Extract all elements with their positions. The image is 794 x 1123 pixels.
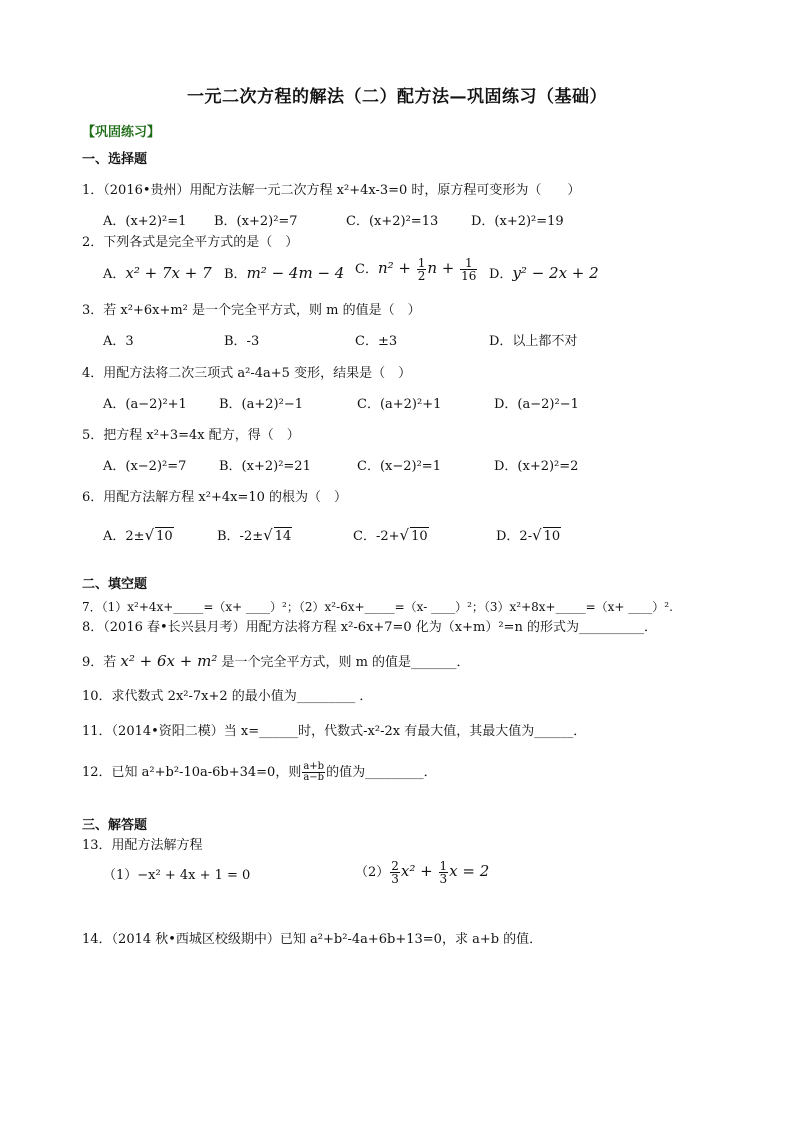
q6-option-b-radicand: 14 bbox=[274, 529, 292, 544]
fraction-denominator: a−b bbox=[303, 772, 325, 783]
q5-option-b: B．(x+2)²=21 bbox=[219, 459, 311, 474]
q6-option-b-label: B．-2± bbox=[217, 529, 264, 544]
q2-option-d-label: D． bbox=[489, 267, 513, 282]
q12-prefix: 12．已知 a²+b²-10a-6b+34=0，则 bbox=[82, 765, 302, 780]
q6-option-d-radicand: 10 bbox=[543, 529, 561, 544]
fraction-numerator: 1 bbox=[439, 859, 448, 873]
q13-part-2 bbox=[355, 860, 489, 885]
q1-option-d: D．(x+2)²=19 bbox=[471, 214, 564, 229]
section-fill-blank: 二、填空题 bbox=[82, 577, 148, 592]
q2-option-a-expr: x² + 7x + 7 bbox=[125, 264, 212, 282]
q6-option-d-label: D．2- bbox=[496, 529, 533, 544]
fraction-numerator: 2 bbox=[391, 859, 399, 873]
q2-option-d bbox=[489, 264, 599, 284]
fraction-denominator: 16 bbox=[461, 269, 477, 283]
fraction-denominator: 3 bbox=[439, 872, 448, 886]
q4-option-b: B．(a+2)²−1 bbox=[219, 397, 303, 412]
question-2-stem: 2．下列各式是完全平方式的是（ ） bbox=[82, 235, 299, 250]
question-11: 11．（2014•资阳二模）当 x=______时，代数式-x²-2x 有最大值，其最大值为______． bbox=[82, 724, 587, 739]
q6-option-c-radicand: 10 bbox=[411, 529, 428, 544]
sqrt-icon: √ bbox=[399, 526, 410, 544]
q1-option-a: A．(x+2)²=1 bbox=[103, 214, 187, 229]
question-7: 7．（1）x²+4x+_____=（x+ ____）²；（2）x²-6x+_____=（x- ____）²；（3）x²+8x+_____=（x+ ____）². bbox=[82, 600, 673, 614]
question-14: 14．（2014 秋•西城区校级期中）已知 a²+b²-4a+6b+13=0，求 a+b 的值． bbox=[82, 932, 543, 947]
sqrt-icon: √ bbox=[263, 526, 273, 544]
sqrt-icon: √ bbox=[144, 526, 155, 544]
q2-option-c-mid: n + bbox=[427, 259, 460, 277]
fraction-numerator: a+b bbox=[303, 761, 325, 772]
q2-option-c-pre: n² + bbox=[377, 259, 416, 277]
q6-option-a-radicand: 10 bbox=[156, 529, 173, 544]
q13-part-2-post: x = 2 bbox=[449, 862, 490, 880]
practice-tag: 【巩固练习】 bbox=[82, 125, 161, 140]
q12-fraction bbox=[302, 762, 325, 783]
q5-option-c: C．(x−2)²=1 bbox=[357, 459, 441, 474]
q13-part-1: （1）−x² + 4x + 1 = 0 bbox=[103, 868, 251, 883]
q2-option-a-label: A． bbox=[103, 267, 126, 282]
q9-expression: x² + 6x + m² bbox=[120, 652, 218, 670]
q6-option-c-label: C．-2+ bbox=[353, 529, 400, 544]
q2-option-a bbox=[103, 264, 212, 284]
question-1-stem: 1．（2016•贵州）用配方法解一元二次方程 x²+4x-3=0 时，原方程可变形为（ ） bbox=[82, 183, 581, 198]
q6-option-b bbox=[217, 526, 292, 546]
q3-option-c: C．±3 bbox=[355, 334, 398, 349]
fraction-denominator: 2 bbox=[417, 269, 426, 283]
q2-option-c-label: C． bbox=[355, 262, 378, 277]
q9-prefix: 9．若 bbox=[82, 655, 121, 670]
q2-option-b-label: B． bbox=[224, 267, 247, 282]
question-10: 10．求代数式 2x²-7x+2 的最小值为_________ ． bbox=[82, 689, 373, 704]
fraction-numerator: 1 bbox=[460, 257, 477, 270]
section-answer: 三、解答题 bbox=[82, 818, 148, 833]
question-9 bbox=[82, 652, 470, 672]
q4-option-a: A．(a−2)²+1 bbox=[103, 397, 187, 412]
fraction-numerator: 1 bbox=[417, 256, 426, 270]
q4-option-d: D．(a−2)²−1 bbox=[494, 397, 579, 412]
q2-option-c-fraction-1 bbox=[417, 257, 427, 282]
q2-option-c bbox=[355, 257, 478, 282]
q5-option-a: A．(x−2)²=7 bbox=[103, 459, 187, 474]
fraction-denominator: 3 bbox=[391, 872, 399, 886]
sqrt-icon: √ bbox=[532, 526, 542, 544]
q12-suffix: 的值为_________． bbox=[326, 765, 437, 780]
question-12 bbox=[82, 762, 437, 783]
question-4-stem: 4．用配方法将二次三项式 a²-4a+5 变形，结果是（ ） bbox=[82, 366, 412, 381]
q6-option-a-label: A．2± bbox=[103, 529, 145, 544]
q13-part-2-fraction-2 bbox=[439, 860, 449, 885]
q2-option-b bbox=[224, 264, 344, 284]
q6-option-c bbox=[353, 526, 429, 546]
q6-option-a bbox=[103, 526, 174, 546]
question-13-stem: 13．用配方法解方程 bbox=[82, 838, 203, 853]
question-6-stem: 6．用配方法解方程 x²+4x=10 的根为（ ） bbox=[82, 490, 348, 505]
q2-option-b-expr: m² − 4m − 4 bbox=[246, 264, 345, 282]
q2-option-c-fraction-2 bbox=[460, 257, 477, 282]
page-title: 一元二次方程的解法（二）配方法—巩固练习（基础） bbox=[187, 87, 607, 107]
question-5-stem: 5．把方程 x²+3=4x 配方，得（ ） bbox=[82, 428, 300, 443]
q3-option-d: D．以上都不对 bbox=[489, 334, 578, 349]
q1-option-b: B．(x+2)²=7 bbox=[214, 214, 298, 229]
q13-part-2-label: （2） bbox=[355, 865, 390, 880]
q13-part-2-fraction-1 bbox=[390, 860, 400, 885]
q2-option-d-expr: y² − 2x + 2 bbox=[512, 264, 599, 282]
q5-option-d: D．(x+2)²=2 bbox=[494, 459, 579, 474]
q1-option-c: C．(x+2)²=13 bbox=[346, 214, 439, 229]
question-8: 8．（2016 春•长兴县月考）用配方法将方程 x²-6x+7=0 化为（x+m）²=n 的形式为__________． bbox=[82, 620, 657, 635]
q9-suffix: 是一个完全平方式，则 m 的值是_______． bbox=[217, 655, 470, 670]
question-3-stem: 3．若 x²+6x+m² 是一个完全平方式，则 m 的值是（ ） bbox=[82, 303, 421, 318]
q4-option-c: C．(a+2)²+1 bbox=[357, 397, 442, 412]
q6-option-d bbox=[496, 526, 561, 546]
section-choice: 一、选择题 bbox=[82, 152, 148, 167]
q3-option-a: A．3 bbox=[103, 334, 134, 349]
q3-option-b: B．-3 bbox=[224, 334, 260, 349]
q13-part-2-mid: x² + bbox=[400, 862, 438, 880]
